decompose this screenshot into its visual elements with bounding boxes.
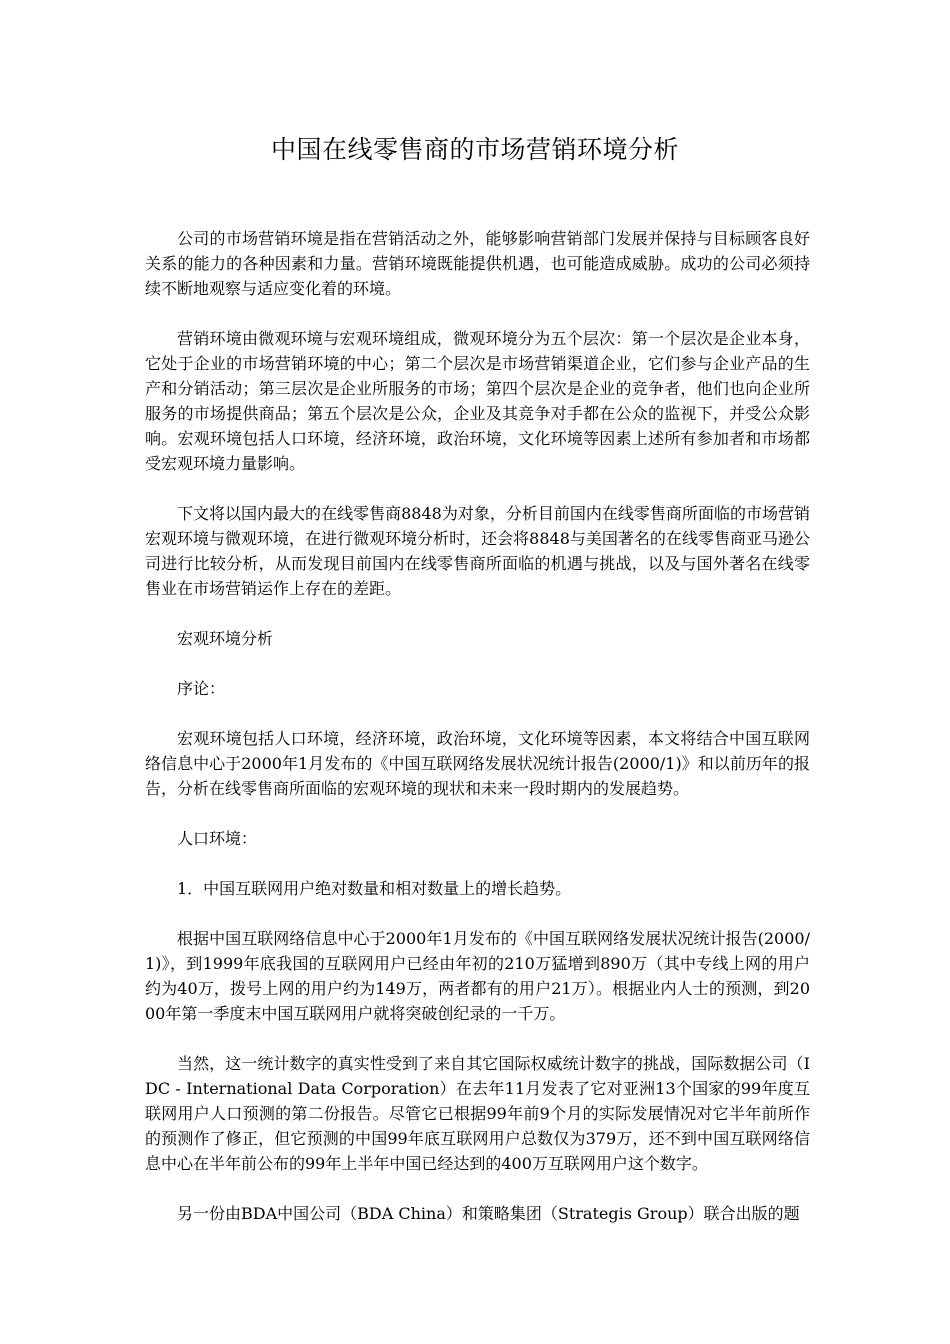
paragraph-idc-comparison: 当然，这一统计数字的真实性受到了来自其它国际权威统计数字的挑战，国际数据公司（IDC - International Data Corporation）在去年11月发表了它对亚洲13个国家的99年度互联网用户人口预测的第二份报告。尽管它已根据99年前9个月的实际发展情况对它半年前所作的预测作了修正，但它预测的中国99年底互联网用户总数仅为379万，还不到中国互联网络信息中心在半年前公布的99年上半年中国已经达到的400万互联网用户这个数字。 xyxy=(145,1054,810,1173)
paragraph-environment-levels: 营销环境由微观环境与宏观环境组成，微观环境分为五个层次：第一个层次是企业本身，它处于企业的市场营销环境的中心；第二个层次是市场营销渠道企业，它们参与企业产品的生产和分销活动；第三层次是企业所服务的市场；第四个层次是企业的竞争者，他们也向企业所服务的市场提供商品；第五个层次是公众，企业及其竞争对手都在公众的监视下，并受公众影响。宏观环境包括人口环境，经济环境，政治环境，文化环境等因素上述所有参加者和市场都受宏观环境力量影响。 xyxy=(145,329,810,473)
list-item-user-growth: 1．中国互联网用户绝对数量和相对数量上的增长趋势。 xyxy=(177,879,572,898)
paragraph-study-scope: 下文将以国内最大的在线零售商8848为对象，分析目前国内在线零售商所面临的市场营销宏观环境与微观环境，在进行微观环境分析时，还会将8848与美国著名的在线零售商亚马逊公司进行比较分析，从而发现目前国内在线零售商所面临的机遇与挑战，以及与国外著名在线零售业在市场营销运作上存在的差距。 xyxy=(145,504,810,598)
section-heading-macro-analysis: 宏观环境分析 xyxy=(177,629,274,648)
document-body xyxy=(145,226,810,1251)
paragraph-macro-overview: 宏观环境包括人口环境，经济环境，政治环境，文化环境等因素，本文将结合中国互联网络信息中心于2000年1月发布的《中国互联网络发展状况统计报告(2000/1)》和以前历年的报告，分析在线零售商所面临的宏观环境的现状和未来一段时期内的发展趋势。 xyxy=(145,729,810,798)
section-heading-population: 人口环境： xyxy=(177,829,258,848)
document-title: 中国在线零售商的市场营销环境分析 xyxy=(270,135,679,164)
paragraph-intro: 公司的市场营销环境是指在营销活动之外，能够影响营销部门发展并保持与目标顾客良好关系的能力的各种因素和力量。营销环境既能提供机遇，也可能造成威胁。成功的公司必须持续不断地观察与适应变化着的环境。 xyxy=(145,229,810,298)
section-heading-preface: 序论： xyxy=(177,679,226,698)
paragraph-bda-report: 另一份由BDA中国公司（BDA China）和策略集团（Strategis Group）联合出版的题 xyxy=(177,1204,800,1223)
paragraph-cnnic-statistics: 根据中国互联网络信息中心于2000年1月发布的《中国互联网络发展状况统计报告(2000/1)》，到1999年底我国的互联网用户已经由年初的210万猛增到890万（其中专线上网的用户约为40万，拨号上网的用户约为149万，两者都有的用户21万）。根据业内人士的预测，到2000年第一季度末中国互联网用户就将突破创纪录的一千万。 xyxy=(145,929,810,1023)
